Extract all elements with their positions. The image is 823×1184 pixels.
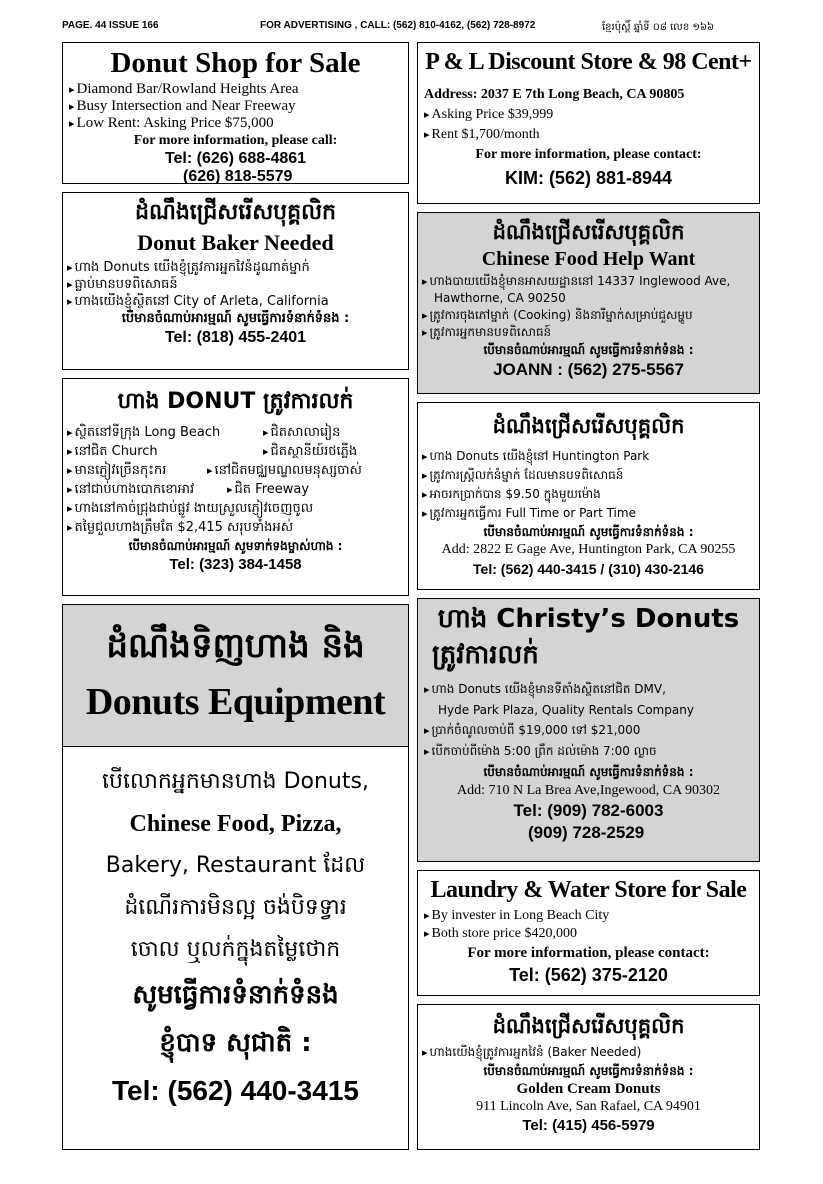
detail-line: ▸ ហាងយើងខ្ញុំត្រូវការអ្នកវៃនំ (Baker Needed) <box>422 1043 759 1062</box>
khmer-heading: ដំណឹងទិញហាង និង <box>106 626 365 666</box>
khmer-contact: បើមានចំណាប់អារម្មណ៍ សូមទាក់ទងម្ចាស់ហាង : <box>128 539 343 553</box>
detail-line: ▸ By invester in Long Beach City <box>424 907 759 925</box>
bullet-item: ▸ Busy Intersection and Near Freeway <box>69 98 408 115</box>
body-line: Bakery, Restaurant ដែល <box>105 853 366 878</box>
detail-line: ▸ ហាងបាយយើងខ្ញុំមានអាសយដ្ឋាននៅ 14337 Inglewood Ave, <box>422 273 759 290</box>
khmer-contact: បើមានចំណាប់អារម្មណ៍ សូមធ្វើការទំនាក់ទំនង : <box>483 765 694 779</box>
detail-line: ▸ ហាង Donuts យើងខ្ញុំមានទីតាំងស្ថិតនៅជិត DMV, <box>424 679 759 700</box>
khmer-heading: ដំណឹងជ្រើសរើសបុគ្គលិក <box>135 200 336 225</box>
detail-line: ▸ ហាងយើងខ្ញុំស្ថិតនៅ City of Arleta, California <box>67 293 408 310</box>
phone: Tel: (415) 456-5979 <box>522 1117 655 1134</box>
asking-price: ▸ Asking Price $39,999 <box>424 105 759 125</box>
address-line: 911 Lincoln Ave, San Rafael, CA 94901 <box>476 1099 701 1114</box>
address-line: Add: 710 N La Brea Ave,Ingewood, CA 90302 <box>457 783 720 798</box>
ad-subtitle: ត្រូវការលក់ <box>432 640 539 670</box>
address-line: Add: 2822 E Gage Ave, Huntington Park, CA 90255 <box>441 542 736 557</box>
detail-line-cont: Hawthorne, CA 90250 <box>434 291 566 305</box>
detail-item: ▸ មានភ្ញៀវច្រើនកុះករ <box>67 461 207 480</box>
detail-line: ▸ ត្រូវការអ្នកធ្វើការ Full Time or Part Time <box>422 504 759 523</box>
detail-line-cont: Hyde Park Plaza, Quality Rentals Company <box>438 703 694 717</box>
business-name: Golden Cream Donuts <box>516 1081 661 1097</box>
khmer-contact: បើមានចំណាប់អារម្មណ៍ សូមធ្វើការទំនាក់ទំនង : <box>483 1064 694 1078</box>
detail-line: ▸ ត្រូវការស្ត្រីលក់នំម្នាក់ ដែលមានបទពិសោធន៍ <box>422 466 759 485</box>
ad-title: P & L Discount Store & 98 Cent+ <box>425 49 752 75</box>
body-line: ខ្ញុំបាទ សុជាតិ : <box>159 1028 312 1058</box>
detail-line: ▸ ហាងនៅកាច់ជ្រុងជាប់ផ្លូវ ងាយស្រួលភ្ញៀវចេញចូល <box>67 499 408 518</box>
detail-item: ▸ នៅជិតមជ្ឈមណ្ឌលមនុស្សចាស់ <box>207 461 362 480</box>
ad-title: Donut Baker Needed <box>137 230 334 255</box>
phone: Tel: (562) 375-2120 <box>509 965 668 985</box>
ad-donut-for-sale <box>62 378 409 596</box>
detail-line: ▸ ហាង Donuts យើងខ្ញុំនៅ Huntington Park <box>422 447 759 466</box>
info-line: For more information, please call: <box>133 133 338 148</box>
ad-title: ហាង DONUT ត្រូវការលក់ <box>117 389 354 414</box>
body-line: ដំណើរការមិនល្អ ចង់បិទទ្វារ <box>124 895 347 920</box>
detail-line: ▸ ត្រូវការចុងភៅម្នាក់ (Cooking) និងនារីម្នាក់សម្រាប់ជួសម្ហូប <box>422 307 759 324</box>
detail-line: ▸ ត្រូវការអ្នកមានបទពិសោធន៍ <box>422 324 759 341</box>
khmer-contact: បើមានចំណាប់អារម្មណ៍ សូមធ្វើការទំនាក់ទំនង : <box>483 343 694 357</box>
body-line: បើលោកអ្នកមានហាង Donuts, <box>102 769 369 794</box>
ad-golden-cream <box>417 1004 760 1150</box>
advertising-line: FOR ADVERTISING , CALL: (562) 810-4162, (562) 728-8972 <box>260 20 536 31</box>
detail-line: ▸ Both store price $420,000 <box>424 925 759 943</box>
ad-pl-discount-store <box>417 42 760 204</box>
address-line: Address: 2037 E 7th Long Beach, CA 90805 <box>424 87 685 102</box>
khmer-heading: ដំណឹងជ្រើសរើសបុគ្គលិក <box>492 414 685 438</box>
page-header <box>62 20 762 36</box>
phone-2: (626) 818-5579 <box>183 168 293 184</box>
ad-donuts-equipment <box>62 604 409 1150</box>
phone-1: Tel: (626) 688-4861 <box>164 150 307 167</box>
phone-1: Tel: (909) 782-6003 <box>513 801 664 820</box>
khmer-contact: បើមានចំណាប់អារម្មណ៍ សូមធ្វើការទំនាក់ទំនង : <box>121 311 350 326</box>
detail-line: ▸ ធ្លាប់មានបទពិសោធន៍ <box>67 276 408 293</box>
equipment-banner <box>63 605 408 747</box>
bullet-item: ▸ Diamond Bar/Rowland Heights Area <box>69 81 408 98</box>
ad-title: Laundry & Water Store for Sale <box>430 877 747 903</box>
detail-line: ▸ ប្រាក់ចំណូលចាប់ពី $19,000 ទៅ $21,000 <box>424 720 759 741</box>
ad-donut-baker <box>62 192 409 370</box>
ad-huntington-park <box>417 402 760 590</box>
detail-item: ▸ ជិតសាលារៀន <box>263 423 340 442</box>
phone: JOANN : (562) 275-5567 <box>493 360 684 379</box>
detail-item: ▸ នៅជាប់ហាងបោកខោអាវ <box>67 480 227 499</box>
ad-chinese-food <box>417 212 760 394</box>
detail-item: ▸ ជិតស្ថានីយ៍រថភ្លើង <box>263 442 357 461</box>
detail-line: ▸ អាចរកប្រាក់បាន $9.50 ក្នុងមួយម៉ោង <box>422 485 759 504</box>
detail-line: ▸ ហាង Donuts យើងខ្ញុំត្រូវការអ្នកវៃនំដូណាត់ម្នាក់ <box>67 259 408 276</box>
page-number: PAGE. 44 ISSUE 166 <box>62 20 159 31</box>
ad-title: Donut Shop for Sale <box>110 47 361 79</box>
detail-item: ▸ ស្ថិតនៅទីក្រុង Long Beach <box>67 423 263 442</box>
bullet-item: ▸ Low Rent: Asking Price $75,000 <box>69 115 408 132</box>
detail-item: ▸ ជិត Freeway <box>227 480 309 499</box>
khmer-heading: ដំណឹងជ្រើសរើសបុគ្គលិក <box>492 220 685 244</box>
issue-khmer: ខ្មែរប៉ុស្តិ៍ ឆ្នាំទី ០៨ លេខ ១៦៦ <box>602 22 715 33</box>
ad-laundry-water <box>417 870 760 996</box>
contact-phone: KIM: (562) 881-8944 <box>504 168 673 188</box>
body-line: សូមធ្វើការទំនាក់ទំនង <box>132 980 339 1010</box>
phone: Tel: (562) 440-3415 <box>112 1075 359 1106</box>
ad-title: Donuts Equipment <box>85 681 386 723</box>
detail-line: ▸ តម្លៃជួលហាងត្រឹមតែ $2,415 សរុបទាំងអស់ <box>67 518 408 537</box>
info-line: For more information, please contact: <box>467 945 710 961</box>
ad-title: Chinese Food Help Want <box>481 248 696 270</box>
detail-item: ▸ នៅជិត Church <box>67 442 263 461</box>
khmer-heading: ដំណឹងជ្រើសរើសបុគ្គលិក <box>492 1014 685 1038</box>
phone: Tel: (323) 384-1458 <box>169 556 302 573</box>
phone: Tel: (562) 440-3415 / (310) 430-2146 <box>473 561 704 577</box>
body-line: Chinese Food, Pizza, <box>129 811 342 837</box>
phone: Tel: (818) 455-2401 <box>164 329 307 346</box>
body-line: ចោល ឬលក់ក្នុងតម្លៃថោក <box>130 937 341 962</box>
phone-2: (909) 728-2529 <box>528 823 645 842</box>
rent-line: ▸ Rent $1,700/month <box>424 125 759 145</box>
ad-christys-donuts <box>417 598 760 862</box>
ad-title: ហាង Christy’s Donuts <box>437 604 740 634</box>
info-line: For more information, please contact: <box>475 147 702 162</box>
detail-line: ▸ បើកចាប់ពីម៉ោង 5:00 ព្រឹក ដល់ម៉ោង 7:00 ល្ងាច <box>424 741 759 762</box>
ad-donut-shop <box>62 42 409 184</box>
khmer-contact: បើមានចំណាប់អារម្មណ៍ សូមធ្វើការទំនាក់ទំនង : <box>483 525 694 539</box>
